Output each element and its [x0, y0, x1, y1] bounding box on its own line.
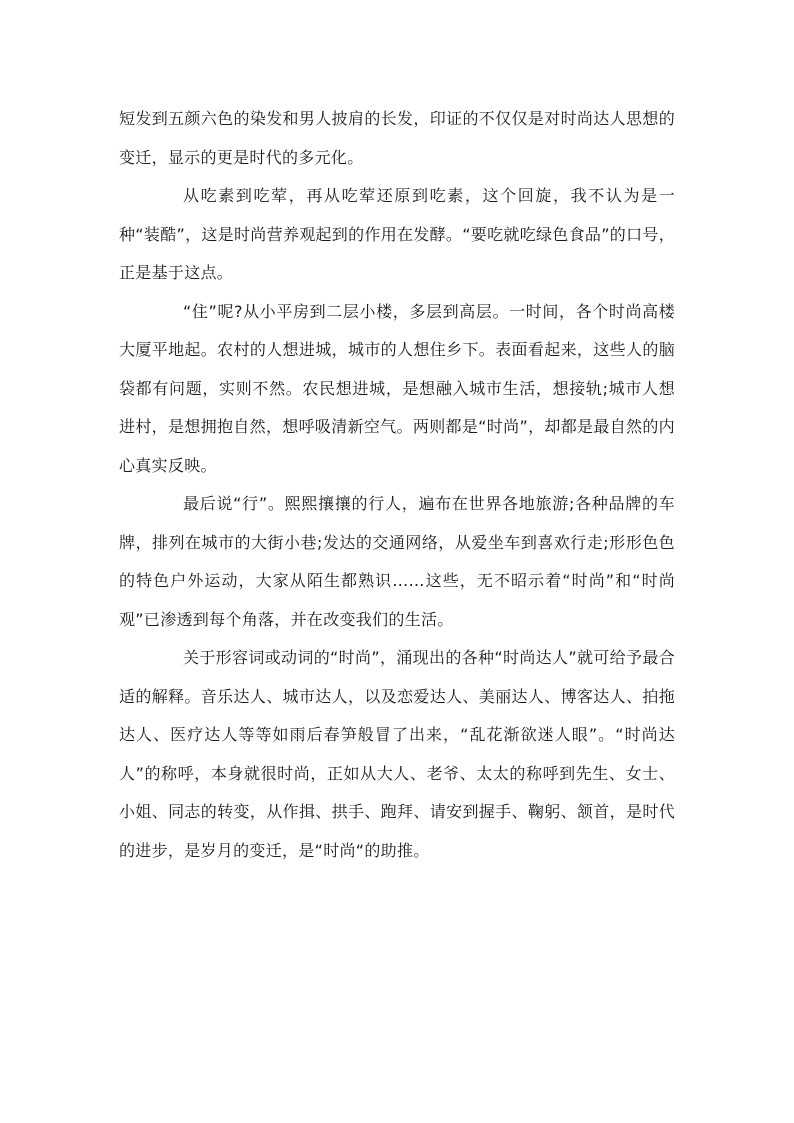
- paragraph-travel: 最后说“行”。熙熙攘攘的行人，遍布在世界各地旅游;各种品牌的车牌，排列在城市的大街小巷;发达的交通网络，从爱坐车到喜欢行走;形形色色的特色户外运动，大家从陌生都熟识……这些，无不昭示着“时尚”和“时尚观”已渗透到每个角落，并在改变我们的生活。: [119, 494, 675, 629]
- document-body: [119, 100, 675, 870]
- paragraph-hair: 短发到五颜六色的染发和男人披肩的长发，印证的不仅仅是对时尚达人思想的变迁，显示的更是时代的多元化。: [119, 109, 675, 167]
- paragraph-fashion-expert: 关于形容词或动词的“时尚”，涌现出的各种“时尚达人”就可给予最合适的解释。音乐达人、城市达人，以及恋爱达人、美丽达人、博客达人、拍拖达人、医疗达人等等如雨后春笋般冒了出来，“乱花渐欲迷人眼”。“时尚达人”的称呼，本身就很时尚，正如从大人、老爷、太太的称呼到先生、女士、小姐、同志的转变，从作揖、拱手、跑拜、请安到握手、鞠躬、颔首，是时代的进步，是岁月的变迁，是“时尚“的助推。: [119, 648, 675, 860]
- paragraph-housing: “住”呢?从小平房到二层小楼，多层到高层。一时间，各个时尚高楼大厦平地起。农村的人想进城，城市的人想住乡下。表面看起来，这些人的脑袋都有问题，实则不然。农民想进城，是想融入城市生活，想接轨;城市人想进村，是想拥抱自然，想呼吸清新空气。两则都是“时尚”，却都是最自然的内心真实反映。: [119, 301, 675, 475]
- paragraph-food: 从吃素到吃荤，再从吃荤还原到吃素，这个回旋，我不认为是一种“装酷”，这是时尚营养观起到的作用在发酵。“要吃就吃绿色食品”的口号，正是基于这点。: [119, 186, 675, 282]
